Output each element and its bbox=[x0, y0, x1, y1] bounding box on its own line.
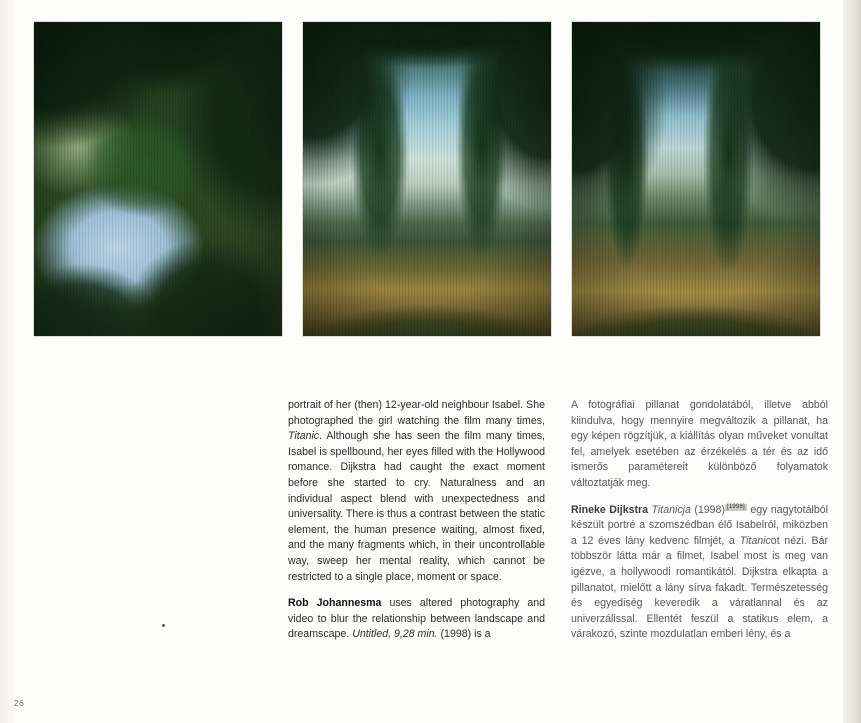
plate-right-sky bbox=[572, 22, 820, 336]
page-gutter-shadow bbox=[0, 0, 14, 723]
italic-title: Untitled, 9,28 min. bbox=[352, 628, 438, 641]
text-run: A fotográfiai pillanat gondolatából, illetve abból kiindulva, hogy mennyire megváltozik a pillanat, ha egy képen rögzítjük, a kiállítás olyan műveket vonultat fel, amelyek esetében az érzékelés a tér és az idő ismerős paramétereit különböző folyamatok változtatják meg. bbox=[571, 399, 828, 489]
italic-title: Titanic bbox=[739, 534, 771, 547]
plate-center-sky bbox=[303, 22, 551, 336]
artist-name: Rineke Dijkstra bbox=[571, 503, 649, 516]
plate-left bbox=[34, 22, 282, 336]
text-run: (1998) is a bbox=[437, 628, 491, 641]
image-plate-row bbox=[34, 22, 824, 336]
page-outer-edge bbox=[843, 0, 861, 723]
plate-left-sky bbox=[34, 22, 282, 336]
artist-name: Rob Johannesma bbox=[288, 597, 382, 610]
text-run: (1998) bbox=[690, 503, 725, 516]
column-english bbox=[288, 398, 545, 654]
plate-center bbox=[303, 22, 551, 336]
text-run: ot nézi. Bár többször látta már a filmet, Isabel most is meg van igézve, a hollywoodi romantikától. Dijkstra elkapta a pillanatot, mielőtt a lány sírva fakadt. Természetesség és egyediség keveredik a váratlannal és az univerzálissal. Ellentét feszül a statikus elem, a várakozó, szinte mozdulatlan emberi lény, és a bbox=[571, 534, 828, 641]
text-run: portrait of her (then) 12-year-old neighbour Isabel. She photographed the girl watching the film many times, bbox=[288, 399, 545, 427]
paragraph bbox=[288, 398, 545, 585]
italic-title: Titanic bbox=[288, 430, 320, 443]
text-run: . Although she has seen the film many times, Isabel is spellbound, her eyes filled with the Hollywood romance. Dijkstra had caught the exact moment before she started to cry. Naturalness and an individual aspect blend with unexpectedness and universality. There is thus a contrast between the static element, the human presence waiting, almost fixed, and the many fragments which, in their uncontrollable way, sweep her mental reality, which cannot be restricted to a single place, moment or space. bbox=[288, 430, 545, 583]
paragraph bbox=[571, 503, 828, 643]
paragraph bbox=[571, 398, 828, 492]
footnote-marker: [1998] bbox=[726, 504, 745, 511]
text-columns bbox=[288, 398, 828, 654]
plate-right bbox=[572, 22, 820, 336]
paper-speck bbox=[162, 624, 165, 627]
paragraph bbox=[288, 596, 545, 643]
text-run: egy nagytotálból készült portré a szomszédban élő Isabelról, miközben a 12 éves lány kedvenc filmjét, a bbox=[571, 503, 828, 547]
italic-title: Titanicja bbox=[651, 503, 691, 516]
text-run: uses altered photography and video to blur the relationship between landscape and dreamscape. bbox=[288, 597, 545, 641]
page-number: 26 bbox=[14, 698, 25, 708]
column-hungarian bbox=[571, 398, 828, 654]
